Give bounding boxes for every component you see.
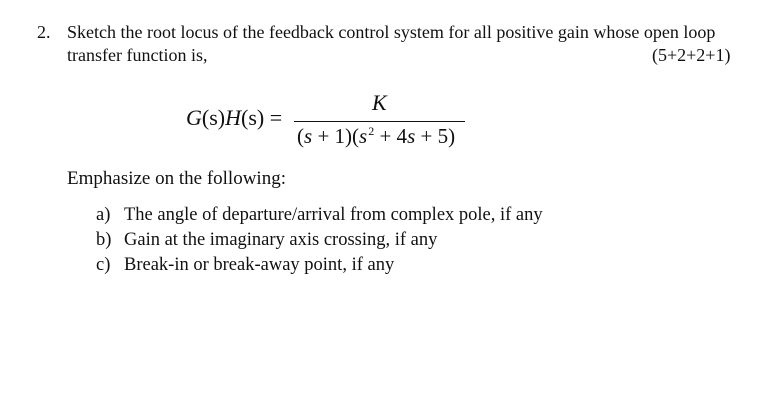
equation-numerator: K: [372, 90, 387, 115]
den-s2: s: [359, 124, 368, 148]
den-part4: + 5): [415, 124, 456, 148]
den-exponent: 2: [368, 124, 375, 138]
list-item-text: Break-in or break-away point, if any: [124, 255, 395, 275]
question-number: 2.: [37, 22, 51, 42]
list-item-marker: c): [96, 255, 111, 275]
list-item-marker: b): [96, 230, 112, 250]
den-part2: + 1)(: [312, 124, 360, 148]
marks-distribution: (5+2+2+1): [652, 45, 731, 65]
list-item: [96, 205, 543, 226]
den-s3: s: [407, 124, 416, 148]
den-part1: (: [297, 124, 304, 148]
question-text-line-2: transfer function is,: [67, 45, 208, 65]
list-item-text: Gain at the imaginary axis crossing, if any: [124, 230, 438, 250]
question-text-line-1: Sketch the root locus of the feedback control system for all positive gain whose open loop: [67, 22, 716, 42]
fraction-bar: [294, 121, 465, 122]
den-part3: + 4: [374, 124, 408, 148]
list-item: [96, 230, 437, 251]
den-s1: s: [304, 124, 313, 148]
equation-lhs: [186, 105, 282, 131]
list-item: [96, 255, 394, 276]
eq-arg-s2: (s): [241, 105, 265, 130]
equation-denominator: [297, 124, 455, 149]
eq-symbol-G: G: [186, 105, 202, 130]
list-item-text: The angle of departure/arrival from complex pole, if any: [124, 205, 543, 225]
eq-symbol-H: H: [225, 105, 241, 130]
list-item-marker: a): [96, 205, 111, 225]
emphasize-label: Emphasize on the following:: [67, 168, 286, 189]
eq-arg-s1: (s): [201, 105, 226, 130]
eq-equals: =: [264, 105, 283, 130]
